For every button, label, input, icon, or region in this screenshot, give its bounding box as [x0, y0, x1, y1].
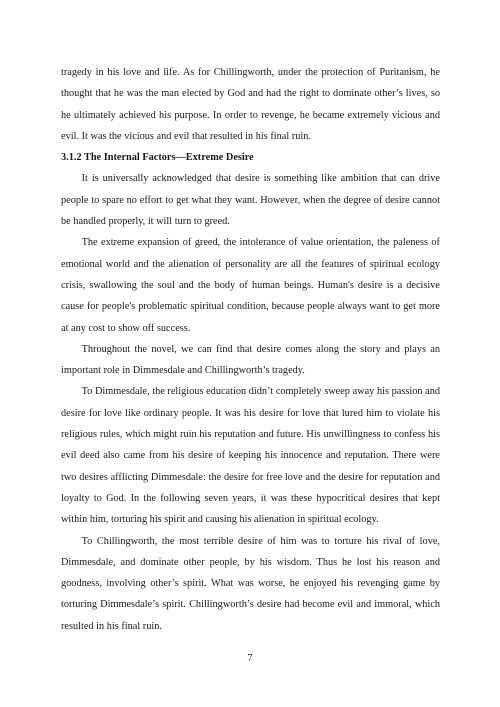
paragraph-greed-expansion: The extreme expansion of greed, the intolerance of value orientation, the paleness of emotional world and the alienation of personality are all the features of spiritual ecology crisis, swallowing the soul and the body of human beings. Human's desire is a decisive cause for people's problematic spiritual condition, because people always want to get more at any cost to show off success.: [61, 237, 440, 334]
paragraph-chillingworth: To Chillingworth, the most terrible desire of him was to torture his rival of love, Dimmesdale, and dominate other people, by his wisdom. Thus he lost his reason and goodness, involving other’s spirit. What was worse, he enjoyed his revenging game by torturing Dimmesdale’s spirit. Chillingworth’s desire had become evil and immoral, which resulted in his final ruin.: [61, 535, 440, 632]
page-number: 7: [247, 653, 253, 664]
paragraph-novel-desire: Throughout the novel, we can find that desire comes along the story and plays an important role in Dimmesdale and Chillingworth’s tragedy.: [61, 343, 440, 377]
section-heading: 3.1.2 The Internal Factors—Extreme Desire: [61, 152, 254, 164]
paragraph-dimmesdale: To Dimmesdale, the religious education didn’t completely sweep away his passion and desire for love like ordinary people. It was his desire for love that lured him to violate his religious rules, which might ruin his reputation and future. His unwillingness to confess his evil deed also came from his desire of keeping his innocence and reputation. There were two desires afflicting Dimmesdale: the desire for free love and the desire for reputation and loyalty to God. In the following seven years, it was these hypocritical desires that kept within him, torturing his spirit and causing his alienation in spiritual ecology.: [61, 386, 440, 526]
paragraph-desire-definition: It is universally acknowledged that desire is something like ambition that can drive people to spare no effort to get what they want. However, when the degree of desire cannot be handled properly, it will turn to greed.: [61, 173, 440, 228]
page-body: [61, 62, 440, 637]
paragraph-continued: tragedy in his love and life. As for Chillingworth, under the protection of Puritanism, he thought that he was the man elected by God and had the right to dominate other’s lives, so he ultimately achieved his purpose. In order to revenge, he became extremely vicious and evil. It was the vicious and evil that resulted in his final ruin.: [61, 67, 440, 142]
